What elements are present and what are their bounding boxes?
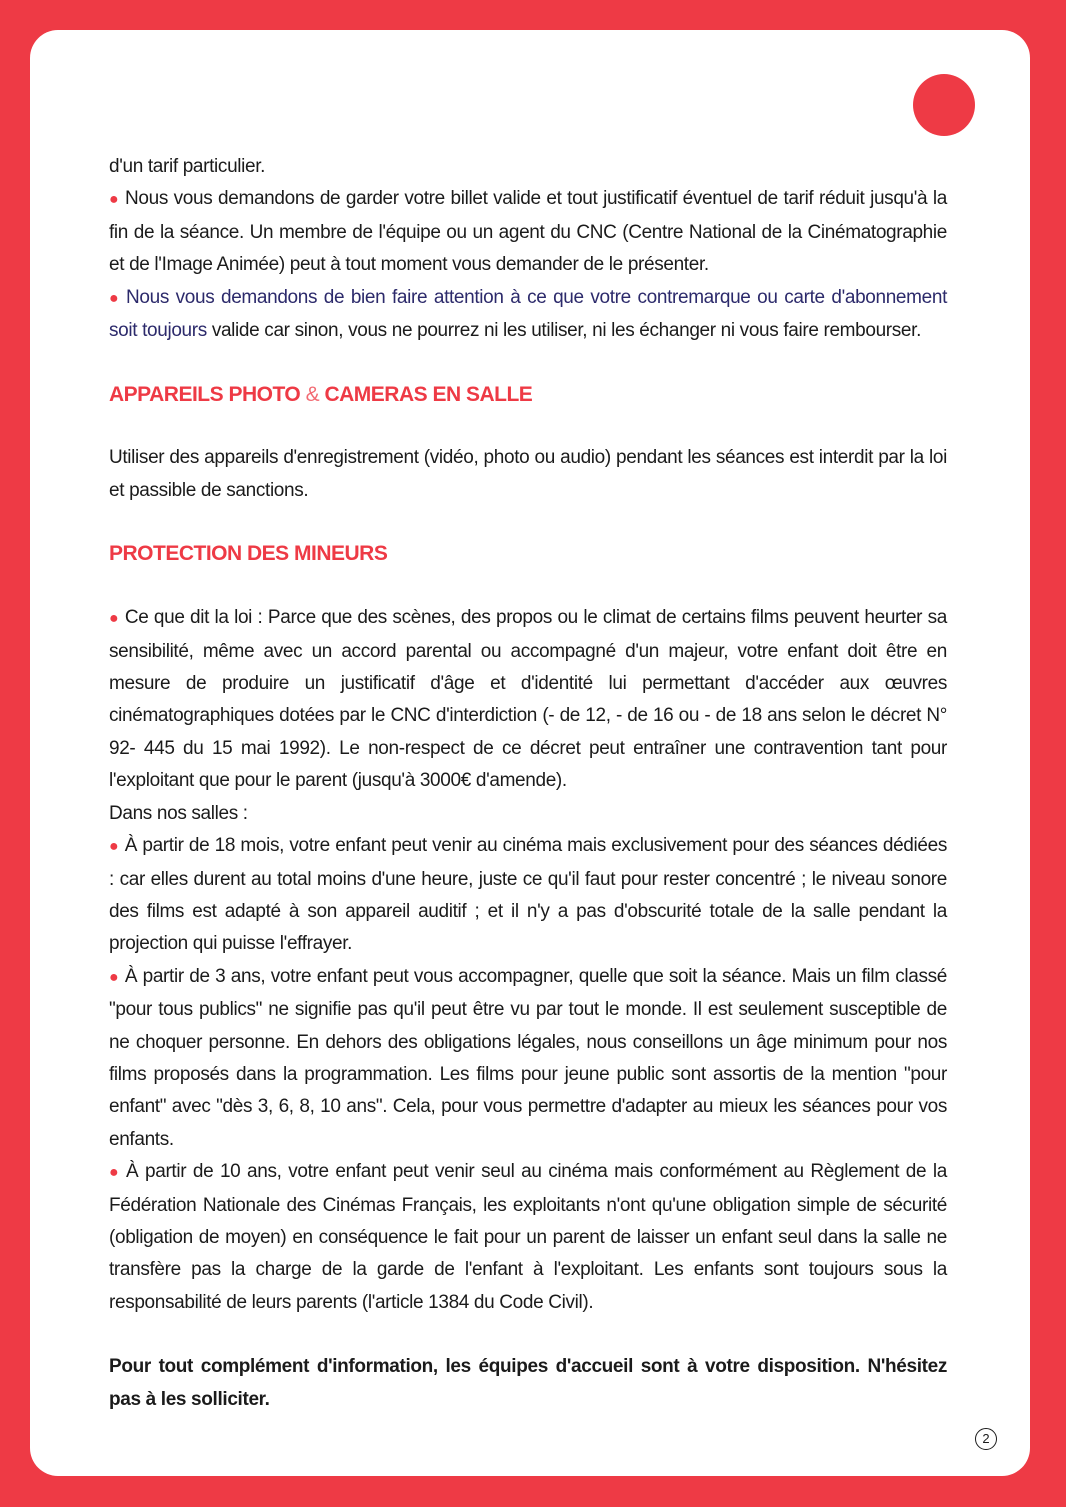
rooms-label: Dans nos salles : xyxy=(109,802,248,824)
page-number: 2 xyxy=(975,1428,997,1450)
section-title-cameras xyxy=(109,381,947,409)
section-title-cameras-part1: APPAREILS PHOTO xyxy=(109,383,301,407)
section-title-minors: PROTECTION DES MINEURS xyxy=(109,542,388,566)
bullet-icon: ● xyxy=(109,191,120,209)
bullet-voucher-rest: valide car sinon, vous ne pourrez ni les utiliser, ni les échanger ni vous faire rembourser. xyxy=(206,320,922,342)
intro-continuation: d'un tarif particulier. xyxy=(109,156,266,177)
decorative-red-dot xyxy=(913,74,975,136)
ampersand: & xyxy=(305,383,320,407)
bullet-icon: ● xyxy=(109,1164,121,1182)
bullet-ticket-text: Nous vous demandons de garder votre billet valide et tout justificatif éventuel de tarif réduit jusqu'à la fin de la séance. Un membre de l'équipe ou un agent du CNC (Centre National de la Cinématographie et de l'Image Animée) peut à tout moment vous demander de le présenter. xyxy=(109,188,947,276)
closing-note: Pour tout complément d'information, les équipes d'accueil sont à votre disposition. N'hésitez pas à les solliciter. xyxy=(109,1356,947,1410)
bullet-3-years xyxy=(109,961,947,1156)
bullet-law xyxy=(109,602,947,797)
bullet-icon: ● xyxy=(109,610,119,628)
bullet-icon: ● xyxy=(109,838,119,856)
bullet-18-months xyxy=(109,830,947,961)
bullet-icon: ● xyxy=(109,968,119,986)
section-title-cameras-part2: CAMERAS EN SALLE xyxy=(324,383,533,407)
bullet-18-months-text: À partir de 18 mois, votre enfant peut venir au cinéma mais exclusivement pour des séances dédiées : car elles durent au total moins d'une heure, juste ce qu'il faut pour rester concentré ; le niveau sonore des films est adapté à son appareil auditif ; et il n'y a pas d'obscurité totale de la salle pendant la projection qui puisse l'effrayer. xyxy=(109,835,947,955)
bullet-ticket xyxy=(109,183,947,281)
bullet-voucher-highlight: Nous vous demandons de bien faire attention à ce que votre contremarque ou carte d'abonnement soit toujours xyxy=(109,286,947,342)
document-content xyxy=(109,151,947,1416)
bullet-10-years-text: À partir de 10 ans, votre enfant peut venir seul au cinéma mais conformément au Règlement de la Fédération Nationale des Cinémas Français, les exploitants n'ont qu'une obligation simple de sécurité (obligation de moyen) en conséquence le fait pour un parent de laisser un enfant seul dans la salle ne transfère pas la charge de la garde de l'enfant à l'exploitant. Les enfants sont toujours sous la responsabilité de leurs parents (l'article 1384 du Code Civil). xyxy=(109,1161,947,1313)
bullet-law-text: Ce que dit la loi : Parce que des scènes, des propos ou le climat de certains films peuvent heurter sa sensibilité, même avec un accord parental ou accompagné d'un majeur, votre enfant doit être en mesure de produire un justificatif d'âge et d'identité lui permettant d'accéder aux œuvres cinématographiques dotées par le CNC d'interdiction (- de 12, - de 16 ou - de 18 ans selon le décret N° 92- 445 du 15 mai 1992). Le non-respect de ce décret peut entraîner une contravention tant pour l'exploitant que pour le parent (jusqu'à 3000€ d'amende). xyxy=(109,607,947,792)
bullet-voucher xyxy=(109,282,947,348)
bullet-10-years xyxy=(109,1156,947,1319)
page-card xyxy=(30,30,1030,1476)
bullet-icon: ● xyxy=(109,289,121,307)
bullet-3-years-text: À partir de 3 ans, votre enfant peut vous accompagner, quelle que soit la séance. Mais un film classé "pour tous publics" ne signifie pas qu'il peut être vu par tout le monde. Il est seulement susceptible de ne choquer personne. En dehors des obligations légales, nous conseillons un âge minimum pour nos films proposés dans la programmation. Les films pour jeune public sont assortis de la mention "pour enfant" avec "dès 3, 6, 8, 10 ans". Cela, pour vous permettre d'adapter au mieux les séances pour vos enfants. xyxy=(109,965,947,1150)
cameras-text: Utiliser des appareils d'enregistrement (vidéo, photo ou audio) pendant les séances est interdit par la loi et passible de sanctions. xyxy=(109,447,947,501)
